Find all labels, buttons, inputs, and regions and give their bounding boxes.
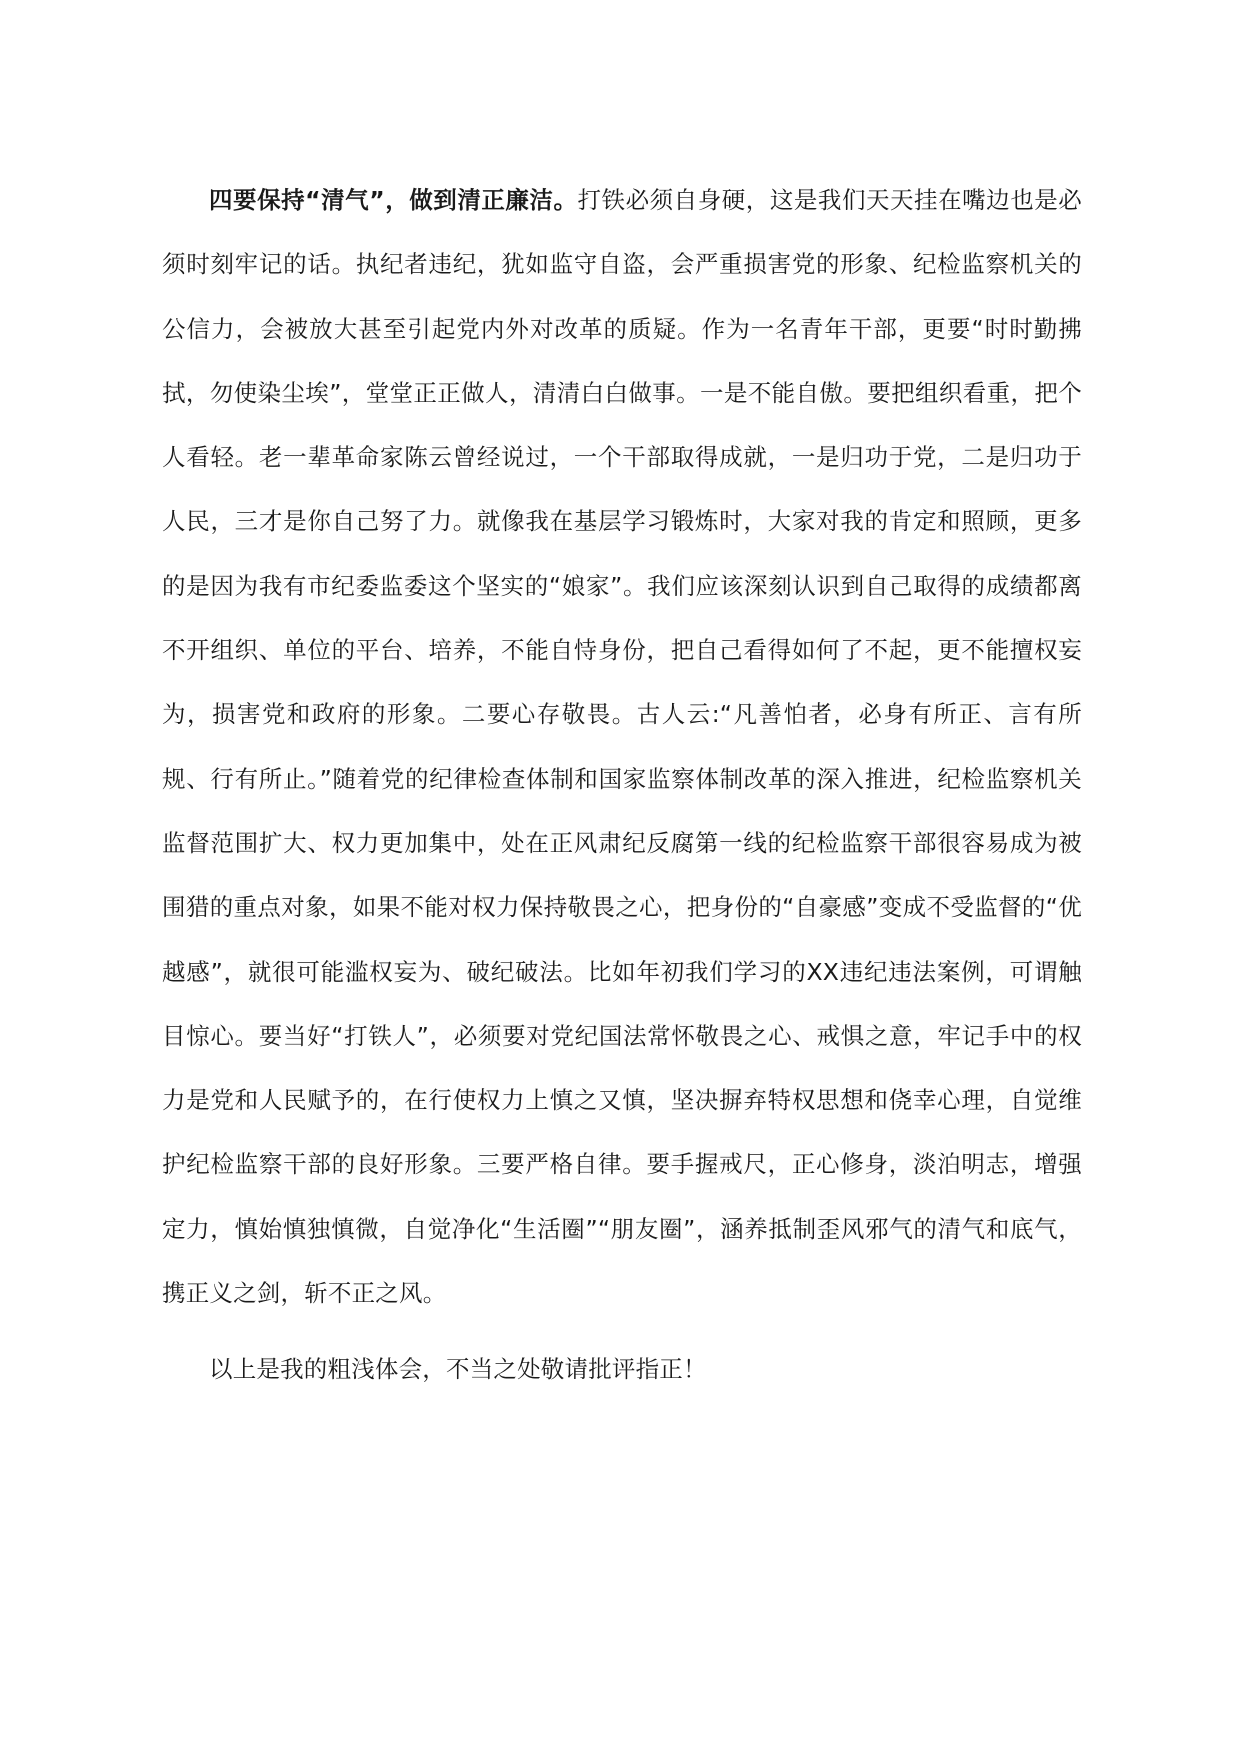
paragraph-heading: 四要保持“清气”，做到清正廉洁。 — [209, 186, 578, 214]
paragraph-integrity — [162, 168, 1082, 1325]
paragraph-body: 打铁必须自身硬，这是我们天天挂在嘴边也是必须时刻牢记的话。执纪者违纪，犹如监守自盗，会严重损害党的形象、纪检监察机关的公信力，会被放大甚至引起党内外对改革的质疑。作为一名青年干部，更要“时时勤拂拭，勿使染尘埃”，堂堂正正做人，清清白白做事。一是不能自傲。要把组织看重，把个人看轻。老一辈革命家陈云曾经说过，一个干部取得成就，一是归功于党，二是归功于人民，三才是你自己努了力。就像我在基层学习锻炼时，大家对我的肯定和照顾，更多的是因为我有市纪委监委这个坚实的“娘家”。我们应该深刻认识到自己取得的成绩都离不开组织、单位的平台、培养，不能自恃身份，把自己看得如何了不起，更不能擅权妄为，损害党和政府的形象。二要心存敬畏。古人云:“凡善怕者，必身有所正、言有所规、行有所止。”随着党的纪律检查体制和国家监察体制改革的深入推进，纪检监察机关监督范围扩大、权力更加集中，处在正风肃纪反腐第一线的纪检监察干部很容易成为被围猎的重点对象，如果不能对权力保持敬畏之心，把身份的“自豪感”变成不受监督的“优越感”，就很可能滥权妄为、破纪破法。比如年初我们学习的XX违纪违法案例，可谓触目惊心。要当好“打铁人”，必须要对党纪国法常怀敬畏之心、戒惧之意，牢记手中的权力是党和人民赋予的，在行使权力上慎之又慎，坚决摒弃特权思想和侥幸心理，自觉维护纪检监察干部的良好形象。三要严格自律。要手握戒尺，正心修身，淡泊明志，增强定力，慎始慎独慎微，自觉净化“生活圈”“朋友圈”，涵养抵制歪风邪气的清气和底气，携正义之剑，斩不正之风。 — [162, 186, 1082, 1308]
closing-text: 以上是我的粗浅体会，不当之处敬请批评指正！ — [209, 1355, 707, 1384]
paragraph-closing — [162, 1337, 1082, 1401]
document-body — [162, 168, 1082, 1402]
